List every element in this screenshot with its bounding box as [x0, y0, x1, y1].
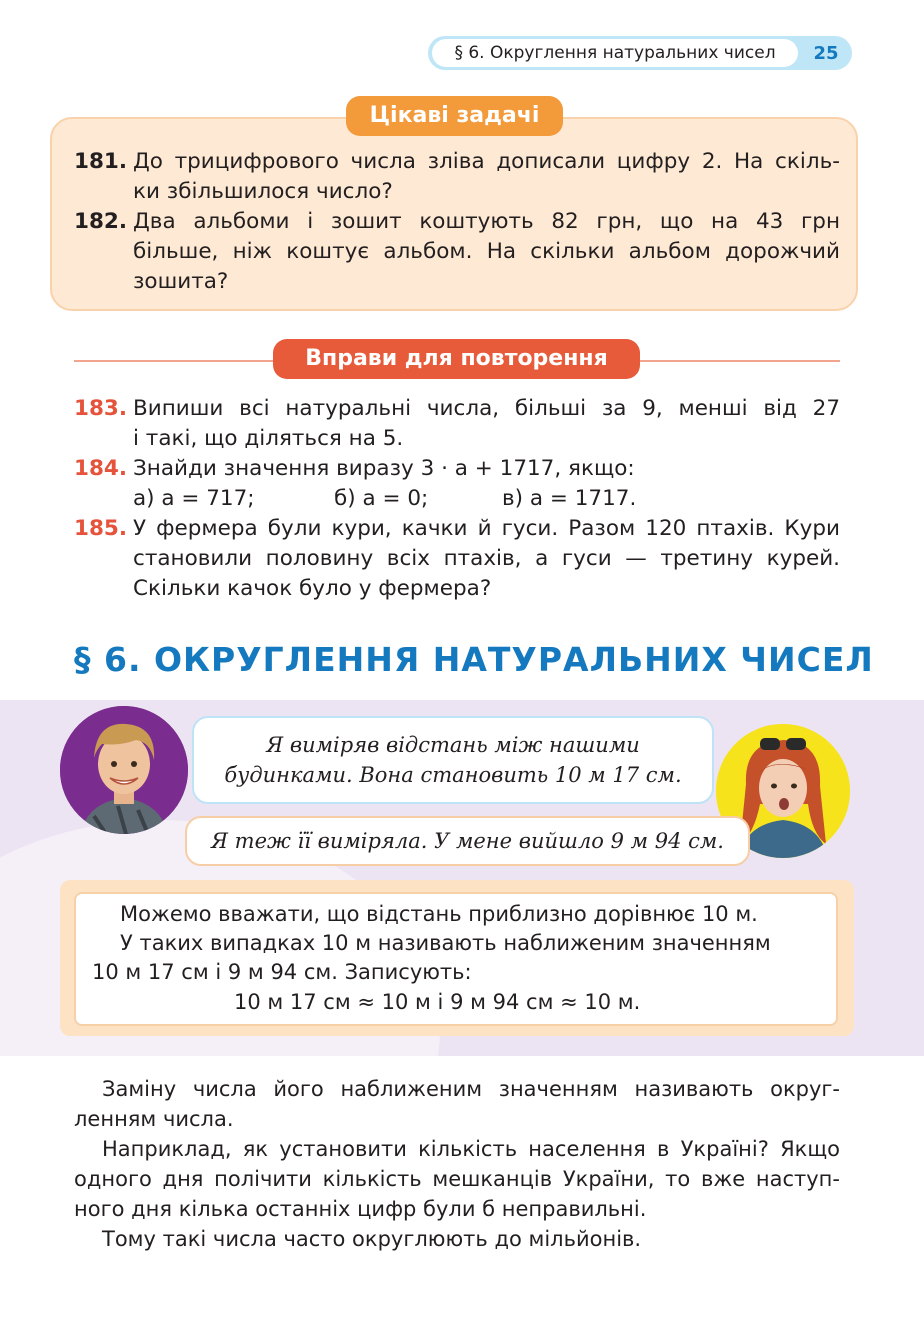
exercise-option: в) a = 1717. [502, 486, 637, 511]
bubble-line: Я виміряв відстань між нашими [266, 733, 640, 757]
exercise-text: Знайди значення виразу 3 · a + 1717, якщо: [133, 456, 635, 481]
exercise-183 [74, 394, 840, 456]
exercise-text: Два альбоми і зошит коштують 82 грн, що на 43 грн [133, 209, 840, 234]
paragraph-line: одного дня полічити кількість мешканців України, то вже наступ- [74, 1167, 840, 1191]
exercise-number: 184. [74, 456, 128, 481]
exercise-182 [74, 207, 840, 302]
exercise-number: 185. [74, 516, 128, 541]
paragraph-line: ленням числа. [74, 1107, 234, 1131]
exercise-text: До трицифрового числа зліва дописали цифру 2. На скіль- [133, 149, 840, 174]
section-running-title: § 6. Округлення натуральних чисел [432, 39, 798, 67]
exercise-text: Скільки качок було у фермера? [133, 576, 492, 601]
review-exercises-title: Вправи для повторення [273, 339, 640, 379]
paragraph-line: ного дня кілька останніх цифр були б неправильні. [74, 1197, 647, 1221]
note-line: Можемо вважати, що відстань приблизно дорівнює 10 м. [120, 902, 758, 926]
note-formula: 10 м 17 см ≈ 10 м і 9 м 94 см ≈ 10 м. [234, 990, 641, 1014]
exercise-185 [74, 514, 840, 606]
exercise-number: 181. [74, 149, 128, 174]
exercise-text: У фермера були кури, качки й гуси. Разом 120 птахів. Кури [133, 516, 840, 541]
exercise-text: зошита? [133, 269, 229, 294]
exercise-number: 182. [74, 209, 128, 234]
paragraph-line: Наприклад, як установити кількість населення в Україні? Якщо [102, 1137, 840, 1161]
exercise-text: Випиши всі натуральні числа, більші за 9, менші від 27 [133, 396, 840, 421]
interesting-tasks-title: Цікаві задачі [346, 96, 563, 136]
page-number: 25 [813, 43, 839, 64]
boy-avatar [60, 706, 188, 834]
bubble-line: Я теж її виміряла. У мене вийшло 9 м 94 см. [211, 829, 724, 853]
note-line: У таких випадках 10 м називають наближеним значенням [120, 931, 771, 955]
exercise-184 [74, 454, 840, 516]
paragraph-line: Заміну числа його наближеним значенням називають округ- [102, 1077, 840, 1101]
section-title: § 6. ОКРУГЛЕННЯ НАТУРАЛЬНИХ ЧИСЕЛ [74, 640, 874, 679]
boy-speech-bubble [192, 716, 714, 804]
girl-speech-bubble [185, 816, 750, 866]
paragraph-line: Тому такі числа часто округлюють до мільйонів. [102, 1227, 642, 1251]
exercise-option: б) a = 0; [334, 486, 429, 511]
exercise-text: і такі, що діляться на 5. [133, 426, 404, 451]
exercise-text: становили половину всіх птахів, а гуси — третину курей. [133, 546, 840, 571]
exercise-text: більше, ніж коштує альбом. На скільки альбом дорожчий [133, 239, 840, 264]
exercise-option: а) a = 717; [133, 486, 255, 511]
bubble-line: будинками. Вона становить 10 м 17 см. [224, 763, 682, 787]
exercise-number: 183. [74, 396, 128, 421]
exercise-text: ки збільшилося число? [133, 179, 393, 204]
note-line: 10 м 17 см і 9 м 94 см. Записують: [92, 960, 472, 984]
boy-illustration [60, 706, 188, 834]
